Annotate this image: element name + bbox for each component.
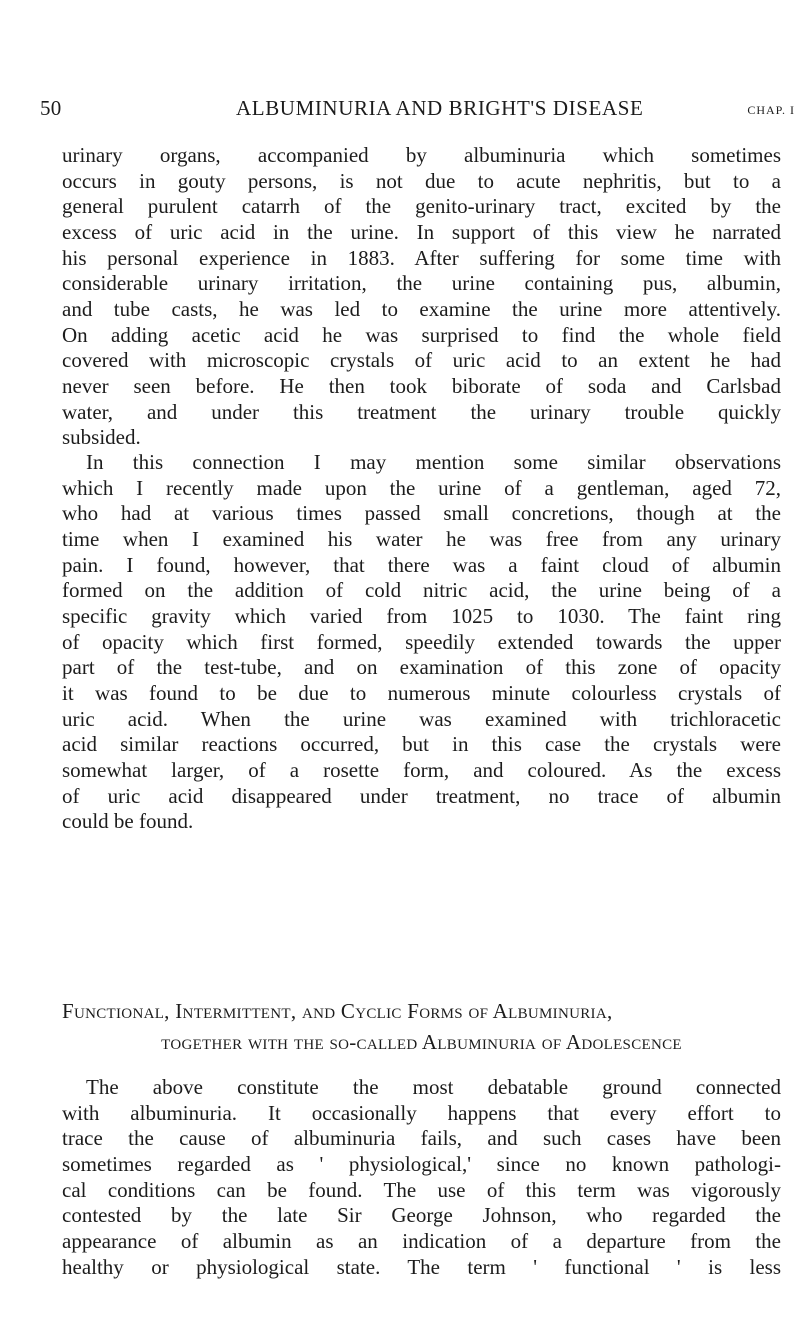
running-title: ALBUMINURIA AND BRIGHT'S DISEASE bbox=[236, 96, 644, 120]
text-line: pain. I found, however, that there was a faint cloud of albumin bbox=[62, 552, 781, 577]
text-line: water, and under this treatment the urinary trouble quickly bbox=[62, 399, 781, 424]
paragraph-1 bbox=[62, 143, 781, 451]
running-head bbox=[40, 93, 795, 123]
text-line: of opacity which first formed, speedily extended towards the upper bbox=[62, 629, 781, 654]
text-line: On adding acetic acid he was surprised to find the whole field bbox=[62, 322, 781, 347]
page-number: 50 bbox=[40, 96, 62, 120]
text-line: appearance of albumin as an indication of a departure from the bbox=[62, 1228, 781, 1253]
text-line: who had at various times passed small concretions, though at the bbox=[62, 501, 781, 526]
text-line: healthy or physiological state. The term ' functional ' is less bbox=[62, 1254, 781, 1279]
text-line: general purulent catarrh of the genito-urinary tract, excited by the bbox=[62, 194, 781, 219]
text-line: never seen before. He then took biborate of soda and Carlsbad bbox=[62, 373, 781, 398]
text-line: considerable urinary irritation, the urine containing pus, albumin, bbox=[62, 271, 781, 296]
text-line: formed on the addition of cold nitric acid, the urine being of a bbox=[62, 578, 781, 603]
text-line: excess of uric acid in the urine. In support of this view he narrated bbox=[62, 219, 781, 244]
chapter-mark: CHAP. I bbox=[747, 103, 795, 117]
text-line: somewhat larger, of a rosette form, and coloured. As the excess bbox=[62, 757, 781, 782]
text-line: occurs in gouty persons, is not due to acute nephritis, but to a bbox=[62, 168, 781, 193]
text-line: The above constitute the most debatable ground connected bbox=[86, 1075, 781, 1099]
text-line: covered with microscopic crystals of uric acid to an extent he had bbox=[62, 348, 781, 373]
text-line: contested by the late Sir George Johnson, who regarded the bbox=[62, 1203, 781, 1228]
text-line: his personal experience in 1883. After suffering for some time with bbox=[62, 245, 781, 270]
text-line: could be found. bbox=[62, 809, 194, 834]
text-line: part of the test-tube, and on examination of this zone of opacity bbox=[62, 655, 781, 680]
section-heading-line-2: together with the so-called Albuminuria of Adolescence bbox=[161, 1030, 682, 1054]
section-heading bbox=[62, 996, 781, 1058]
text-line: subsided. bbox=[62, 425, 141, 450]
text-line: In this connection I may mention some similar observations bbox=[86, 450, 781, 474]
text-line: it was found to be due to numerous minute colourless crystals of bbox=[62, 680, 781, 705]
paragraph-3 bbox=[62, 1075, 781, 1280]
text-line: trace the cause of albuminuria fails, and such cases have been bbox=[62, 1126, 781, 1151]
text-line: sometimes regarded as ' physiological,' since no known pathologi- bbox=[62, 1151, 781, 1176]
text-line: uric acid. When the urine was examined with trichloracetic bbox=[62, 706, 781, 731]
text-line: of uric acid disappeared under treatment, no trace of albumin bbox=[62, 783, 781, 808]
text-line: with albuminuria. It occasionally happens that every effort to bbox=[62, 1100, 781, 1125]
text-line: cal conditions can be found. The use of this term was vigorously bbox=[62, 1177, 781, 1202]
text-line: urinary organs, accompanied by albuminuria which sometimes bbox=[62, 143, 781, 167]
section-heading-line-1: Functional, Intermittent, and Cyclic Forms of Albuminuria, bbox=[62, 999, 613, 1023]
text-line: specific gravity which varied from 1025 to 1030. The faint ring bbox=[62, 603, 781, 628]
text-line: acid similar reactions occurred, but in this case the crystals were bbox=[62, 732, 781, 757]
paragraph-2 bbox=[62, 450, 781, 835]
text-line: time when I examined his water he was free from any urinary bbox=[62, 526, 781, 551]
text-line: and tube casts, he was led to examine the urine more attentively. bbox=[62, 296, 781, 321]
text-line: which I recently made upon the urine of a gentleman, aged 72, bbox=[62, 475, 781, 500]
